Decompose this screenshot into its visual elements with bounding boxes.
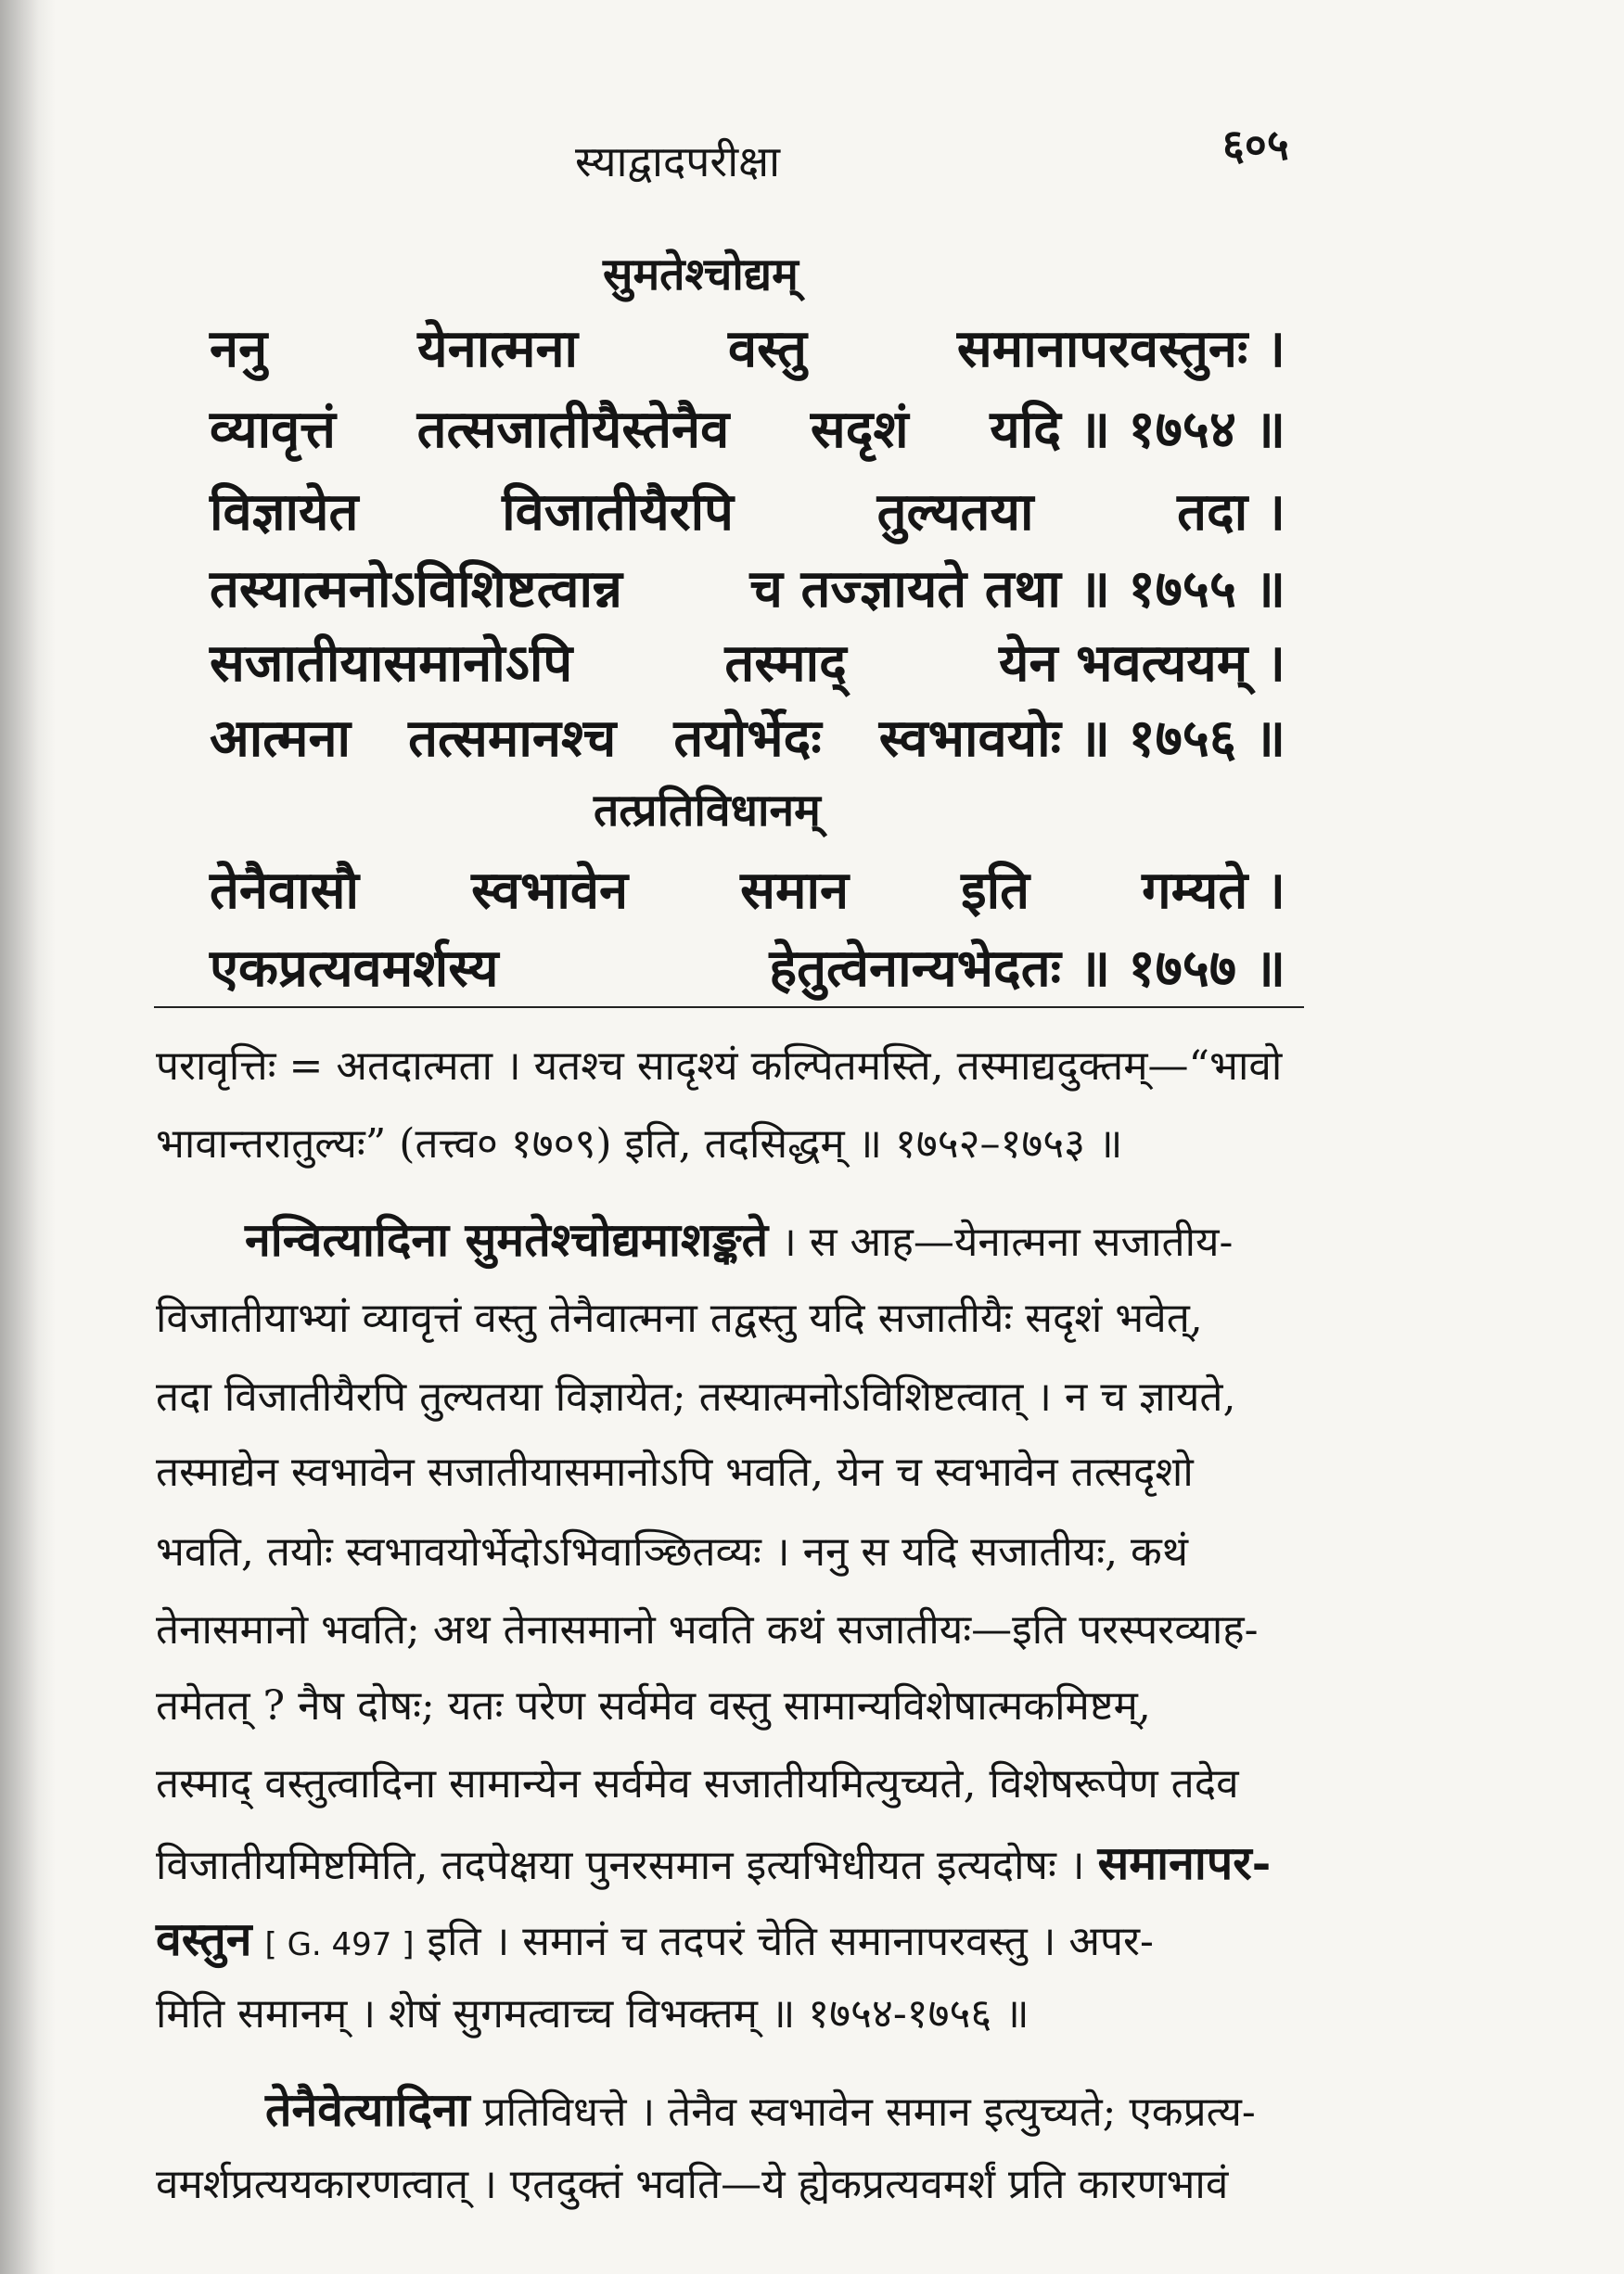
verse-word: तस्माद्	[724, 632, 847, 694]
section-divider	[154, 1006, 1304, 1008]
page-reference: [ G. 497 ]	[264, 1926, 415, 1963]
refutation-heading: तत्प्रतिविधानम्	[594, 785, 821, 837]
verse-word: तुल्यतया	[876, 481, 1034, 543]
verse-line	[210, 552, 1285, 622]
verse-line	[210, 853, 1285, 924]
commentary-line: वमर्शप्रत्ययकारणत्वात् । एतदुक्तं भवति—ये ह्येकप्रत्यवमर्शं प्रति कारणभावं	[156, 2161, 1229, 2208]
verse-word: सजातीयासमानोऽपि	[210, 632, 573, 694]
verse-line	[210, 392, 1285, 463]
commentary-line: तेनासमानो भवति; अथ तेनासमानो भवति कथं सजातीयः—इति परस्परव्याह-	[156, 1606, 1259, 1654]
verse-word: च तज्ज्ञायते तथा ॥ १७५५ ॥	[749, 558, 1285, 620]
verse-word: ननु	[210, 318, 268, 379]
commentary-line: विजातीयाभ्यां व्यावृत्तं वस्तु तेनैवात्मना तद्वस्तु यदि सजातीयैः सदृशं भवेत्,	[156, 1295, 1203, 1342]
verse-word: तस्यात्मनोऽविशिष्टत्वान्न	[210, 558, 622, 620]
verse-line	[210, 701, 1285, 772]
commentary-key-term: वस्तुन	[156, 1911, 252, 1966]
commentary-lead-term: नन्वित्यादिना सुमतेश्चोद्यमाशङ्कते	[245, 1212, 769, 1267]
verse-word: तत्सजातीयैस्तेनैव	[416, 399, 730, 460]
verse-word: इति	[961, 860, 1030, 921]
commentary-line: तदा विजातीयैरपि तुल्यतया विज्ञायेत; तस्यात्मनोऽविशिष्टत्वात् । न च ज्ञायते,	[156, 1373, 1236, 1421]
commentary-text: विजातीयमिष्टमिति, तदपेक्षया पुनरसमान इत्यभिधीयत इत्यदोषः ।	[156, 1842, 1098, 1889]
verse-line	[210, 931, 1285, 1002]
verse-word: वस्तु	[728, 318, 807, 379]
verse-line	[210, 475, 1285, 545]
verse-word: व्यावृत्तं	[210, 399, 336, 460]
commentary-text: प्रतिविधत्ते । तेनैव स्वभावेन समान इत्युच्यते; एकप्रत्य-	[469, 2089, 1256, 2136]
verse-word: समान	[740, 860, 850, 921]
commentary-line: भवति, तयोः स्वभावयोर्भेदोऽभिवाञ्छितव्यः । ननु स यदि सजातीयः, कथं	[156, 1528, 1188, 1576]
commentary-line	[156, 2082, 1310, 2137]
commentary-line: तस्माद्येन स्वभावेन सजातीयासमानोऽपि भवति, येन च स्वभावेन तत्सदृशो	[156, 1449, 1194, 1496]
verse-word: तेनैवासौ	[210, 860, 359, 921]
running-title: स्याद्वादपरीक्षा	[575, 136, 781, 186]
commentary-text: । स आह—येनात्मना सजातीय-	[768, 1219, 1234, 1266]
commentary-text: इति । समानं च तदपरं चेति समानापरवस्तु । अपर-	[414, 1918, 1154, 1965]
verse-word: सदृशं	[810, 399, 909, 460]
verse-word: विज्ञायेत	[210, 481, 359, 543]
verse-word: आत्मना	[210, 708, 352, 769]
verse-word: एकप्रत्यवमर्शस्य	[210, 938, 499, 999]
verse-word: येन भवत्ययम् ।	[999, 632, 1285, 694]
commentary-line	[156, 1835, 1310, 1890]
verse-word: स्वभावेन	[471, 860, 629, 921]
verse-word: तदा ।	[1177, 481, 1285, 543]
commentary-line: तमेतत् ? नैष दोषः; यतः परेण सर्वमेव वस्तु सामान्यविशेषात्मकमिष्टम्,	[156, 1682, 1151, 1730]
verse-word: समानापरवस्तुनः ।	[956, 318, 1285, 379]
verse-line	[210, 312, 1285, 382]
verse-word: येनात्मना	[417, 318, 579, 379]
scan-edge-shadow	[0, 0, 56, 2274]
verse-word: तयोर्भेदः	[673, 708, 822, 769]
commentary-lead-term: तेनैवेत्यादिना	[265, 2082, 470, 2137]
verse-word: गम्यते ।	[1142, 860, 1285, 921]
verse-line	[210, 626, 1285, 696]
commentary-line	[156, 1911, 1310, 1966]
verse-word: तत्समानश्च	[408, 708, 617, 769]
page-number: ६०५	[1222, 120, 1289, 170]
commentary-line	[156, 1212, 1310, 1267]
commentary-key-term: समानापर-	[1097, 1835, 1272, 1890]
commentary-line: भावान्तरातुल्यः” (तत्त्व० १७०९) इति, तदसिद्धम् ॥ १७५२–१७५३ ॥	[156, 1120, 1123, 1168]
objection-heading: सुमतेश्चोद्यम्	[603, 249, 799, 300]
commentary-line: तस्माद् वस्तुत्वादिना सामान्येन सर्वमेव सजातीयमित्युच्यते, विशेषरूपेण तदेव	[156, 1760, 1239, 1808]
verse-word: यदि ॥ १७५४ ॥	[990, 399, 1285, 460]
verse-word: स्वभावयोः ॥ १७५६ ॥	[878, 708, 1285, 769]
verse-word: विजातीयैरपि	[502, 481, 734, 543]
commentary-line: परावृत्तिः = अतदात्मता । यतश्च सादृश्यं कल्पितमस्ति, तस्माद्यदुक्तम्—“भावो	[156, 1042, 1283, 1090]
commentary-line: मिति समानम् । शेषं सुगमत्वाच्च विभक्तम् ॥ १७५४-१७५६ ॥	[156, 1990, 1029, 2038]
verse-word: हेतुत्वेनान्यभेदतः ॥ १७५७ ॥	[769, 938, 1285, 999]
